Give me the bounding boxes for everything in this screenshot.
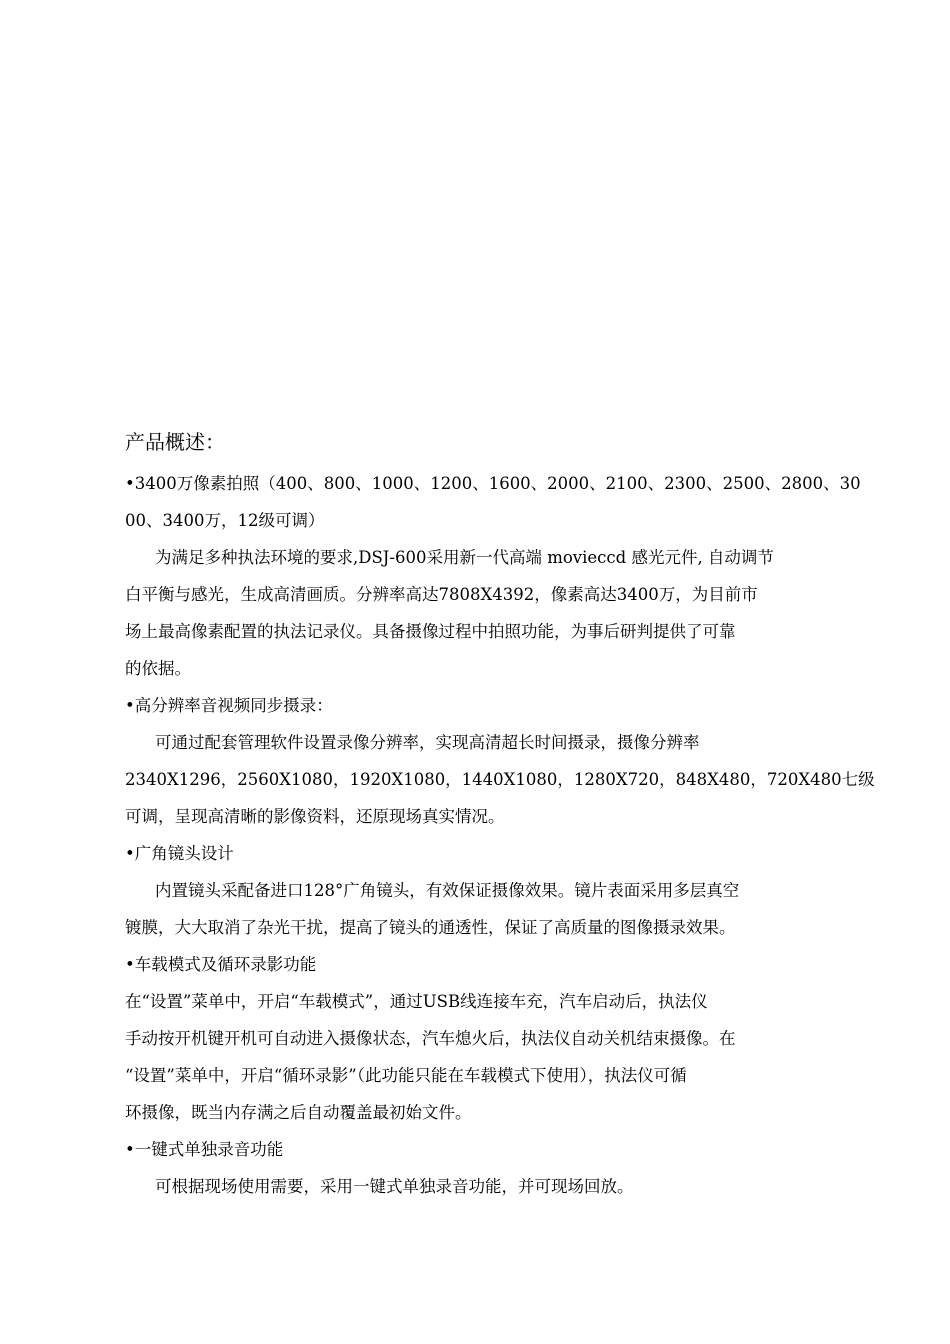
paragraph-line: 内置镜头采配备进口128°广角镜头，有效保证摄像效果。镜片表面采用多层真空 bbox=[155, 881, 740, 900]
paragraph-line: 场上最高像素配置的执法记录仪。具备摄像过程中拍照功能，为事后研判提供了可靠 bbox=[125, 622, 736, 641]
paragraph-line: 的依据。 bbox=[125, 659, 191, 678]
paragraph-line: 可通过配套管理软件设置录像分辨率，实现高清超长时间摄录，摄像分辨率 bbox=[155, 733, 700, 752]
paragraph-line: 2340X1296，2560X1080，1920X1080，1440X1080，1280X720，848X480，720X480七级 bbox=[125, 770, 875, 789]
paragraph-line: 在“设置”菜单中，开启“车载模式”，通过USB线连接车充，汽车启动后，执法仪 bbox=[125, 992, 708, 1011]
bullet-photo-resolution: •3400万像素拍照（400、800、1000、1200、1600、2000、2100、2300、2500、2800、30 bbox=[125, 474, 861, 493]
bullet-car-mode: •车载模式及循环录影功能 bbox=[125, 955, 317, 974]
paragraph-line: 环摄像，既当内存满之后自动覆盖最初始文件。 bbox=[125, 1103, 472, 1122]
paragraph-line: 为满足多种执法环境的要求,DSJ-600采用新一代高端 movieccd 感光元件, 自动调节 bbox=[155, 548, 774, 567]
bullet-audio-recording: •一键式单独录音功能 bbox=[125, 1140, 284, 1159]
paragraph-line: 手动按开机键开机可自动进入摄像状态，汽车熄火后，执法仪自动关机结束摄像。在 bbox=[125, 1029, 736, 1048]
bullet-av-recording: •高分辨率音视频同步摄录： bbox=[125, 696, 333, 715]
paragraph-line: 可调，呈现高清晰的影像资料，还原现场真实情况。 bbox=[125, 807, 505, 826]
paragraph-line: 白平衡与感光，生成高清画质。分辨率高达7808X4392，像素高达3400万，为目前市 bbox=[125, 585, 758, 604]
paragraph-line: 可根据现场使用需要，采用一键式单独录音功能，并可现场回放。 bbox=[155, 1177, 634, 1196]
section-heading: 产品概述： bbox=[125, 430, 225, 454]
bullet-wide-angle-lens: •广角镜头设计 bbox=[125, 844, 234, 863]
paragraph-line: “设置”菜单中，开启“循环录影”（此功能只能在车载模式下使用），执法仪可循 bbox=[125, 1066, 687, 1085]
paragraph-line: 镀膜，大大取消了杂光干扰，提高了镜头的通透性，保证了高质量的图像摄录效果。 bbox=[125, 918, 736, 937]
paragraph-line: 00、3400万，12级可调） bbox=[125, 511, 325, 530]
